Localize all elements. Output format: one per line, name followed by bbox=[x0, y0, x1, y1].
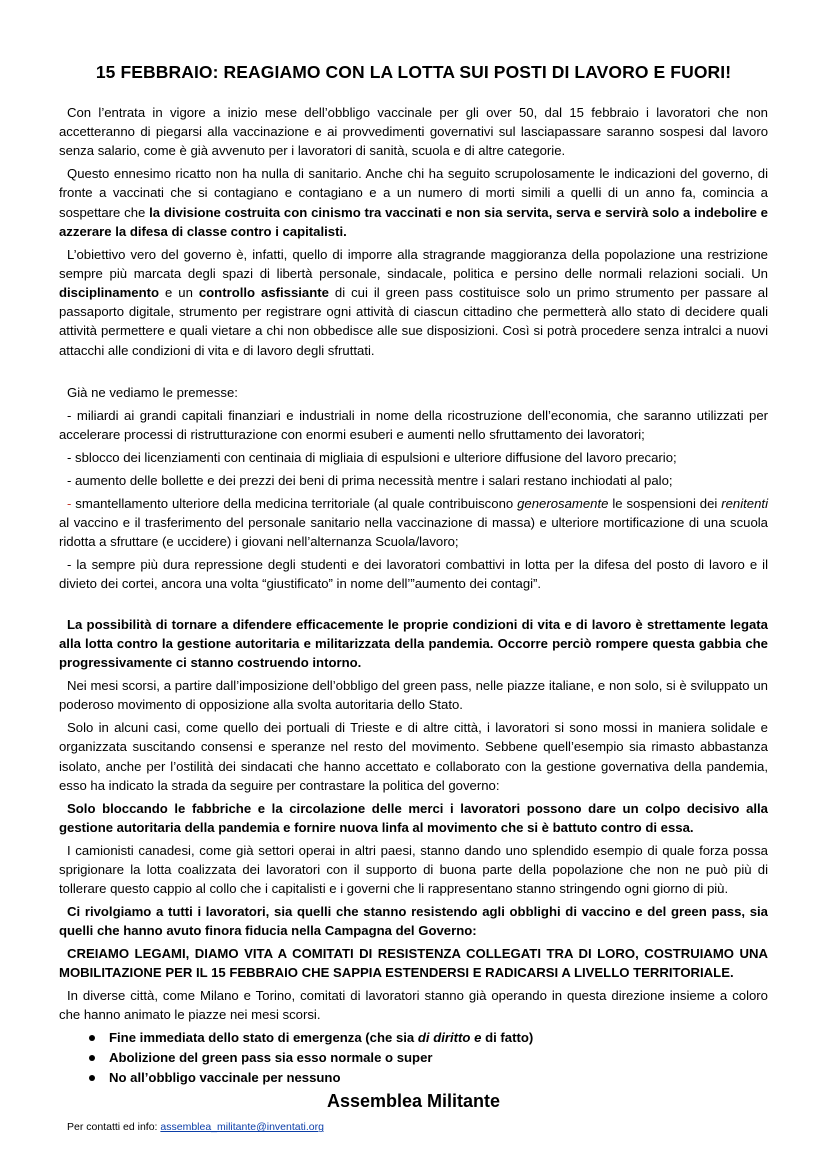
bold-statement-appello-text: Ci rivolgiamo a tutti i lavoratori, sia quelli che stanno resistendo agli obblighi di vaccino e del green pass, sia quelli che hanno avuto finora fiducia nella Campagna del Governo: bbox=[59, 903, 768, 939]
bold-statement-mobilitazione-text: CREIAMO LEGAMI, DIAMO VITA A COMITATI DI RESISTENZA COLLEGATI TRA DI LORO, COSTRUIAMO UNA MOBILITAZIONE PER IL 15 FEBBRAIO CHE SAPPIA ESTENDERSI E RADICARSI A LIVELLO TERRITORIALE. bbox=[59, 945, 768, 981]
premesse-item-medicina-text-c: al vaccino e il trasferimento del personale sanitario nella vaccinazione di massa) e ulteriore mortificazione di una scuola ridotta a sfruttare (e uccidere) i giovani nell’alternanza Scuola/lavoro; bbox=[59, 515, 768, 550]
demand-text-b: di fatto) bbox=[481, 1029, 534, 1045]
paragraph-camionisti: I camionisti canadesi, come già settori operai in altri paesi, stanno dando uno splendido esempio di quale forza possa sprigionare la lotta coalizzata dei lavoratori con il supporto di buona parte della popolazione che non ne può più di tollerare questo cappio al collo che i capitalisti e i governi che li rappresentano stanno stringendo ogni giorno di più. bbox=[59, 842, 768, 897]
demand-item bbox=[59, 1068, 768, 1087]
flyer-page bbox=[59, 62, 768, 1134]
red-dash: - bbox=[67, 495, 72, 511]
demand-item bbox=[59, 1028, 768, 1047]
paragraph-portuali: Solo in alcuni casi, come quello dei portuali di Trieste e di altre città, i lavoratori si sono mossi in maniera solidale e organizzata suscitando consensi e speranze nel resto del movimento. Sebbene quell’esempio sia rimasto abbastanza isolato, anche per l’ostilità dei sindacati che hanno accettato e collaborato con la gestione governativa della pandemia, esso ha indicato la strada da seguire per contrastare la politica del governo: bbox=[59, 720, 768, 793]
premesse-item-medicina-text-b: le sospensioni dei bbox=[608, 495, 722, 511]
demand-text-italic: di diritto e bbox=[417, 1029, 482, 1045]
premesse-item-medicina-italic-2: renitenti bbox=[721, 495, 768, 511]
paragraph-ricatto-bold: la divisione costruita con cinismo tra vaccinati e non sia servita, serva e servirà solo a indebolire e azzerare la difesa di classe contro i capitalisti. bbox=[59, 204, 768, 239]
demand-text: No all’obbligo vaccinale per nessuno bbox=[109, 1070, 341, 1086]
contact-line bbox=[59, 1120, 768, 1134]
demand-item bbox=[59, 1048, 768, 1067]
paragraph-obiettivo-text-a: L’obiettivo vero del governo è, infatti, quello di imporre alla stragrande maggioranza della popolazione una restrizione sempre più marcata degli spazi di libertà personale, sindacale, politica e persino delle normali relazioni sociali. Un bbox=[59, 246, 768, 281]
signature: Assemblea Militante bbox=[326, 1091, 501, 1112]
premesse-item-medicina-italic-1: generosamente bbox=[517, 495, 609, 511]
paragraph-obiettivo bbox=[59, 245, 768, 360]
bold-statement-gabbia bbox=[59, 615, 768, 673]
premesse-intro: Già ne vediamo le premesse: bbox=[67, 385, 238, 401]
page-title: 15 FEBBRAIO: REAGIAMO CON LA LOTTA SUI POSTI DI LAVORO E FUORI! bbox=[95, 62, 732, 82]
section-gap bbox=[59, 597, 768, 615]
bullet-dot-icon bbox=[89, 1055, 95, 1061]
bold-statement-appello bbox=[59, 902, 768, 940]
paragraph-comitati: In diverse città, come Milano e Torino, comitati di lavoratori stanno già operando in questa direzione insieme a coloro che hanno animato le piazze nei mesi scorsi. bbox=[59, 987, 768, 1023]
bullet-dot-icon bbox=[89, 1075, 95, 1081]
bold-statement-fabbriche bbox=[59, 799, 768, 837]
demand-text-a: Fine immediata dello stato di emergenza (che sia bbox=[109, 1029, 418, 1045]
paragraph-obiettivo-bold-1: disciplinamento bbox=[59, 285, 160, 301]
intro-paragraph: Con l’entrata in vigore a inizio mese dell’obbligo vaccinale per gli over 50, dal 15 febbraio i lavoratori che non accetteranno di piegarsi alla vaccinazione e ai provvedimenti governativi sul lasciapassare saranno sospesi dal lavoro senza salario, come è già avvenuto per i lavoratori di sanità, scuola e di altre categorie. bbox=[59, 105, 768, 159]
premesse-item-miliardi: - miliardi ai grandi capitali finanziari e industriali in nome della ricostruzione dell’economia, che saranno utilizzati per accelerare processi di ristrutturazione con enormi esuberi e aumenti nello sfruttamento dei lavoratori; bbox=[59, 408, 768, 443]
bullet-dot-icon bbox=[89, 1035, 95, 1041]
paragraph-obiettivo-text-c: e un bbox=[159, 285, 199, 301]
premesse-item-repressione: - la sempre più dura repressione degli studenti e dei lavoratori combattivi in lotta per la difesa del posto di lavoro e il divieto dei cortei, ancora una volta “giustificato” in nome dell’”aumento dei contagi”. bbox=[59, 557, 768, 592]
premesse-item-medicina bbox=[59, 494, 768, 552]
paragraph-ricatto bbox=[59, 164, 768, 241]
demand-text: Abolizione del green pass sia esso normale o super bbox=[109, 1049, 433, 1065]
premesse-item-bollette: - aumento delle bollette e dei prezzi dei beni di prima necessità mentre i salari restano inchiodati al palo; bbox=[67, 473, 673, 489]
premesse-item-licenziamenti: - sblocco dei licenziamenti con centinaia di migliaia di espulsioni e ulteriore diffusione del lavoro precario; bbox=[67, 450, 677, 466]
demands-list bbox=[59, 1028, 768, 1087]
contact-label: Per contatti ed info: bbox=[67, 1121, 161, 1134]
section-gap bbox=[59, 363, 768, 383]
bold-statement-mobilitazione bbox=[59, 944, 768, 982]
bold-statement-gabbia-text: La possibilità di tornare a difendere efficacemente le proprie condizioni di vita e di lavoro è strettamente legata alla lotta contro la gestione autoritaria e militarizzata della pandemia. Occorre perciò rompere questa gabbia che progressivamente ci stanno costruendo intorno. bbox=[59, 617, 768, 671]
premesse-item-medicina-text-a: smantellamento ulteriore della medicina territoriale (al quale contribuiscono bbox=[71, 495, 518, 511]
contact-email-link[interactable]: assemblea_militante@inventati.org bbox=[160, 1121, 324, 1134]
paragraph-movimento: Nei mesi scorsi, a partire dall’imposizione dell’obbligo del green pass, nelle piazze italiane, e non solo, si è sviluppato un poderoso movimento di opposizione alla svolta autoritaria dello Stato. bbox=[59, 678, 768, 713]
paragraph-obiettivo-text-d: di cui il green pass costituisce solo un primo strumento per passare al passaporto digitale, strumento per registrare ogni attività di ciascun cittadino che permetterà allo stato di decidere quali attività permettere e quali vietare a chi non obbedisce alle sue disposizioni. Così si potrà procedere senza intralci a nuovi attacchi alle condizioni di vita e di lavoro degli sfruttati. bbox=[59, 285, 768, 358]
paragraph-obiettivo-bold-2: controllo asfissiante bbox=[198, 285, 329, 301]
paragraph-ricatto-text: Questo ennesimo ricatto non ha nulla di sanitario. Anche chi ha seguito scrupolosamente le indicazioni del governo, di fronte a vaccinati che si contagiano e contagiano e a un numero di morti simili a quelli di un anno fa, comincia a sospettare che bbox=[59, 166, 768, 220]
bold-statement-fabbriche-text: Solo bloccando le fabbriche e la circolazione delle merci i lavoratori possono dare un colpo decisivo alla gestione autoritaria della pandemia e fornire nuova linfa al movimento che si è battuto contro di essa. bbox=[59, 800, 768, 835]
